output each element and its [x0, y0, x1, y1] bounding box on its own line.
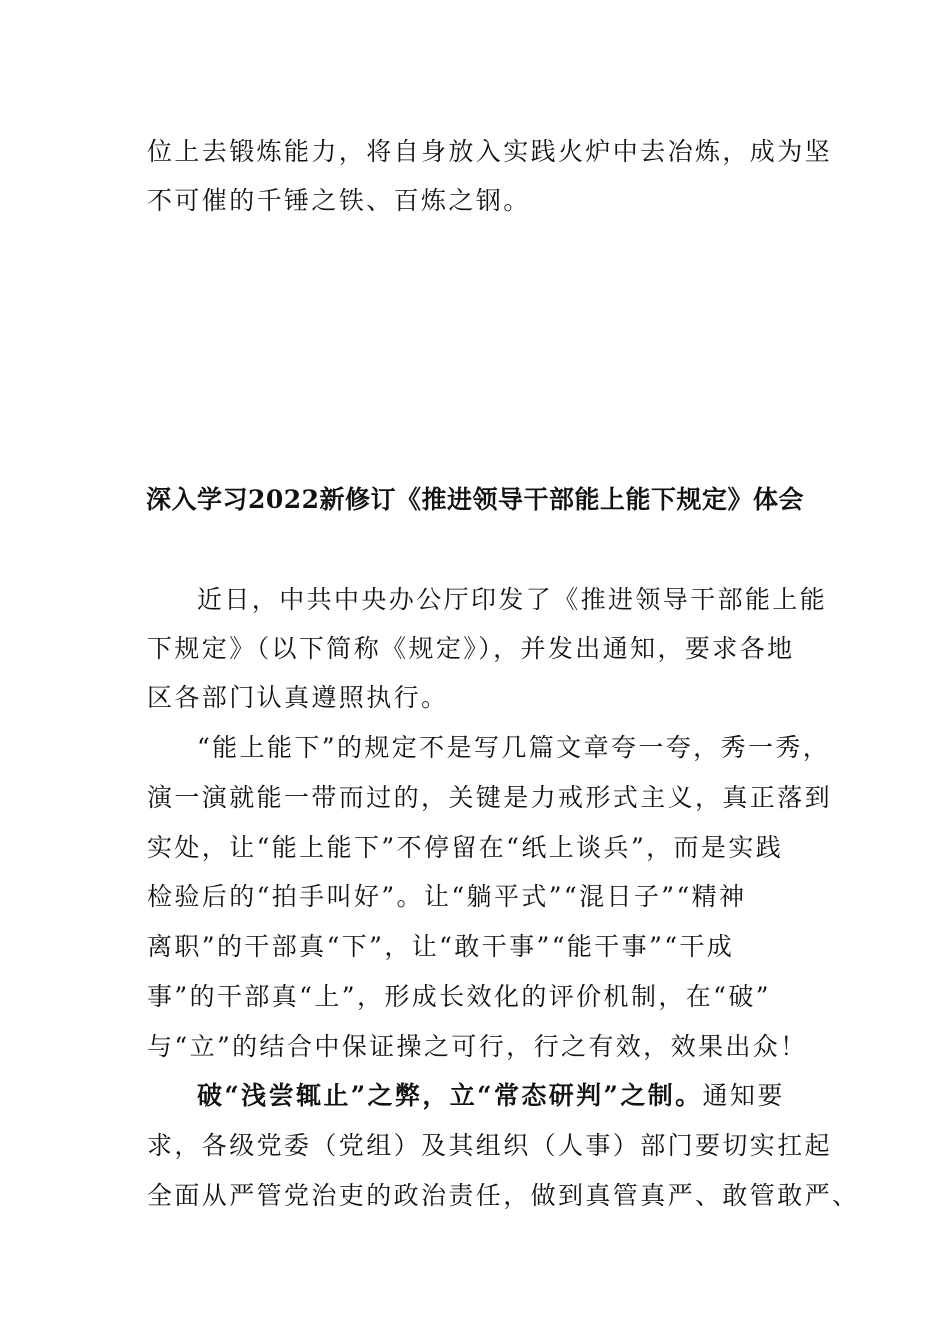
paragraph-2-line-3: 实处，让“能上能下”不停留在“纸上谈兵”，而是实践 [147, 833, 784, 862]
article-title: 深入学习2022新修订《推进领导干部能上能下规定》体会 [145, 485, 805, 514]
paragraph-3-first-rest: 通知要 [702, 1081, 785, 1110]
paragraph-2-line-6: 事”的干部真“上”，形成长效化的评价机制，在“破” [147, 982, 771, 1011]
paragraph-3-line-1 [197, 1080, 785, 1112]
paragraph-3-line-3: 全面从严管党治吏的政治责任，做到真管真严、敢管敢严、 [147, 1181, 860, 1210]
paragraph-3-line-2: 求，各级党委（党组）及其组织（人事）部门要切实扛起 [147, 1131, 833, 1160]
paragraph-1-line-2: 下规定》（以下简称《规定》），并发出通知，要求各地 [147, 634, 795, 663]
prev-paragraph-line-1: 位上去锻炼能力，将自身放入实践火炉中去冶炼，成为坚 [147, 137, 833, 166]
paragraph-2-line-7: 与“立”的结合中保证操之可行，行之有效，效果出众！ [147, 1032, 808, 1061]
paragraph-3-bold-lead: 破“浅尝辄止”之弊，立“常态研判”之制。 [197, 1081, 703, 1110]
paragraph-2-line-1: “能上能下”的规定不是写几篇文章夸一夸，秀一秀， [197, 733, 831, 762]
prev-paragraph-line-2: 不可催的千锤之铁、百炼之钢。 [147, 186, 531, 215]
paragraph-2-line-5: 离职”的干部真“下”，让“敢干事”“能干事”“干成 [147, 932, 735, 961]
paragraph-2-line-4: 检验后的“拍手叫好”。让“躺平式”“混日子”“精神 [147, 882, 747, 911]
paragraph-1-line-1: 近日，中共中央办公厅印发了《推进领导干部能上能 [197, 585, 828, 614]
paragraph-1-line-3: 区各部门认真遵照执行。 [147, 683, 449, 712]
paragraph-2-line-2: 演一演就能一带而过的，关键是力戒形式主义，真正落到 [147, 783, 833, 812]
